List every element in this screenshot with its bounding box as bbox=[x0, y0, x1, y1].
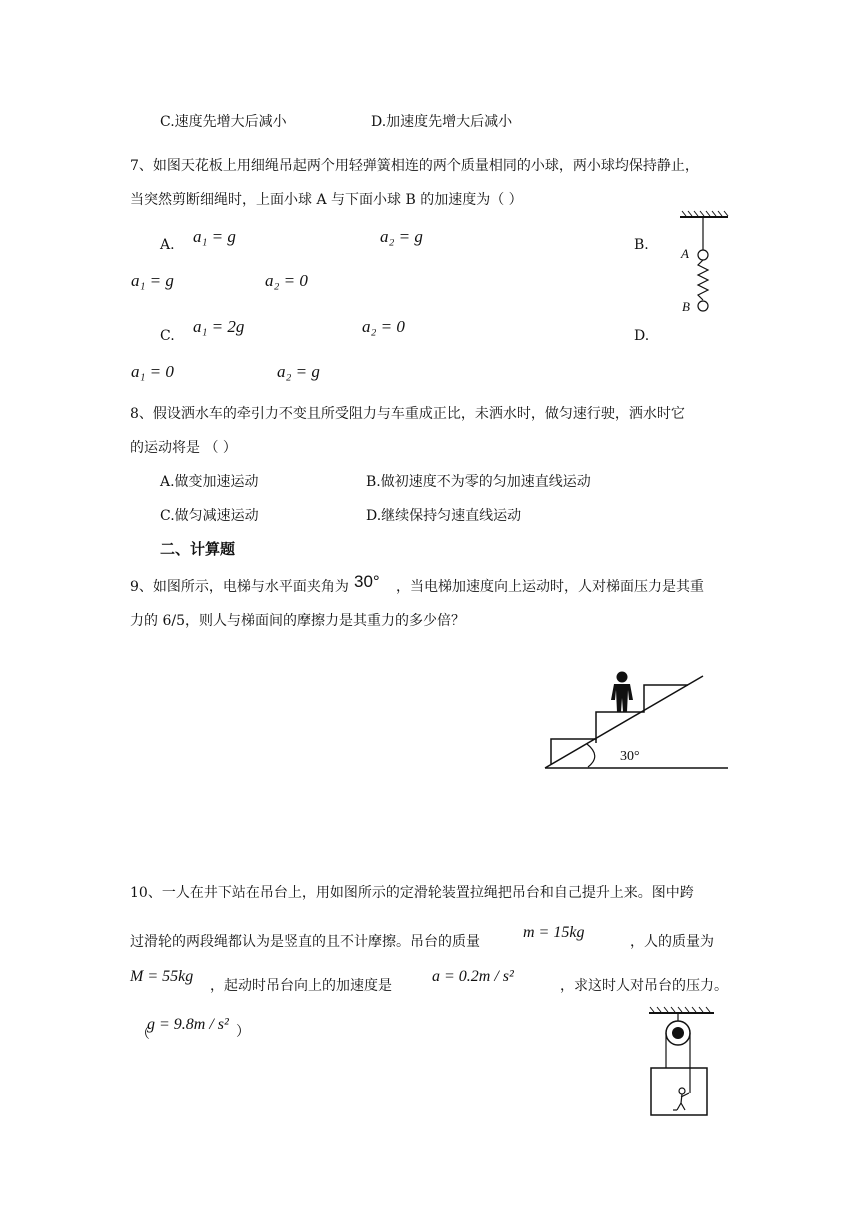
q7-option-d-a2: a₂ = g bbox=[277, 362, 320, 381]
q8-option-b: B.做初速度不为零的匀加速直线运动 bbox=[366, 474, 591, 490]
q6-option-c: C.速度先增大后减小 bbox=[160, 114, 287, 130]
figure-angle-label: 30° bbox=[620, 749, 640, 764]
ball-a-label: A bbox=[681, 246, 689, 261]
pulley-figure bbox=[644, 1005, 719, 1120]
q7-option-a-label: A. bbox=[160, 237, 175, 253]
q7-option-b-a2: a₂ = 0 bbox=[265, 271, 308, 290]
q10-g-value: g = 9.8m / s² bbox=[147, 1016, 229, 1033]
q7-option-c-a1: a₁ = 2g bbox=[193, 317, 245, 336]
q9-stem-line2: 力的 6/5，则人与梯面间的摩擦力是其重力的多少倍？ bbox=[130, 613, 465, 629]
person-icon bbox=[673, 1088, 689, 1110]
q7-option-b-a1: a₁ = g bbox=[131, 271, 174, 290]
ball-b-label: B bbox=[682, 299, 690, 314]
q10-g-open: （ bbox=[136, 1026, 150, 1042]
q8-option-d: D.继续保持匀速直线运动 bbox=[366, 508, 522, 524]
q10-stem-line2-post: ，人的质量为 bbox=[630, 934, 714, 950]
q7-stem-line2: 当突然剪断细绳时，上面小球 A 与下面小球 B 的加速度为（ ） bbox=[130, 192, 523, 208]
q10-mass-m: m = 15kg bbox=[523, 924, 585, 941]
q6-option-d: D.加速度先增大后减小 bbox=[371, 114, 513, 130]
q10-acceleration: a = 0.2m / s² bbox=[432, 968, 514, 985]
q9-stem-line1-pre: 9、如图所示，电梯与水平面夹角为 bbox=[130, 579, 349, 595]
q8-option-a: A.做变加速运动 bbox=[160, 474, 259, 490]
person-silhouette-icon bbox=[611, 672, 633, 713]
q7-option-a-a1: a₁ = g bbox=[193, 227, 236, 246]
q10-stem-line1: 10、一人在井下站在吊台上，用如图所示的定滑轮装置拉绳把吊台和自己提升上来。图中跨 bbox=[130, 885, 694, 901]
escalator-figure bbox=[540, 660, 735, 775]
q9-stem-line1-post: ，当电梯加速度向上运动时，人对梯面压力是其重 bbox=[396, 579, 704, 595]
q7-option-d-a1: a₁ = 0 bbox=[131, 362, 174, 381]
q10-stem-line3-post: ，求这时人对吊台的压力。 bbox=[560, 978, 728, 994]
q10-stem-line2-pre: 过滑轮的两段绳都认为是竖直的且不计摩擦。吊台的质量 bbox=[130, 934, 480, 950]
q10-g-close: ） bbox=[236, 1024, 250, 1040]
spring-figure bbox=[670, 205, 740, 325]
q9-angle: 30° bbox=[354, 572, 380, 591]
q10-stem-line3-mid: ，起动时吊台向上的加速度是 bbox=[210, 978, 392, 994]
q7-option-c-a2: a₂ = 0 bbox=[362, 317, 405, 336]
q8-stem-line1: 8、假设洒水车的牵引力不变且所受阻力与车重成正比，未洒水时，做匀速行驶，洒水时它 bbox=[130, 406, 685, 422]
q7-stem-line1: 7、如图天花板上用细绳吊起两个用轻弹簧相连的两个质量相同的小球，两小球均保持静止， bbox=[130, 158, 699, 174]
q10-mass-M: M = 55kg bbox=[130, 968, 194, 985]
q7-option-d-label: D. bbox=[634, 328, 650, 344]
section-title: 二、计算题 bbox=[160, 540, 236, 558]
q7-option-a-a2: a₂ = g bbox=[380, 227, 423, 246]
q7-option-c-label: C. bbox=[160, 328, 175, 344]
q7-option-b-label: B. bbox=[634, 237, 649, 253]
q8-stem-line2: 的运动将是 （ ） bbox=[130, 440, 237, 456]
q8-option-c: C.做匀减速运动 bbox=[160, 508, 259, 524]
